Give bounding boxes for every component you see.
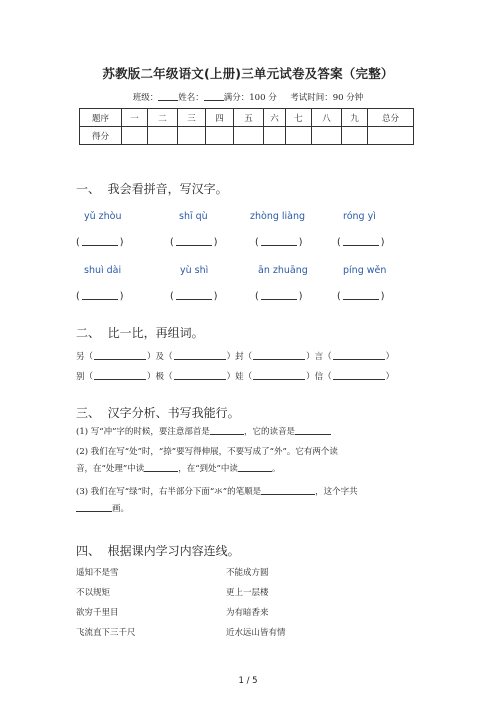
score-cell: 九 bbox=[342, 109, 368, 127]
compare-row: 另（ ）及（ ）封（ ）言（ ） bbox=[76, 352, 395, 362]
answer-blank[interactable] bbox=[94, 371, 146, 380]
section-3-heading: 三、 汉字分析、书写我能行。 bbox=[76, 406, 240, 420]
answer-blank[interactable] bbox=[261, 486, 315, 495]
score-input-cell[interactable] bbox=[148, 127, 178, 145]
question-text: (2) 我们在写“处”时，“捺”要写得伸展，不要写成了“外”。它有两个读 bbox=[76, 447, 338, 457]
page-title: 苏教版二年级语文(上册)三单元试卷及答案（完整） bbox=[102, 66, 394, 81]
answer-blank[interactable] bbox=[174, 351, 226, 360]
answer-blank[interactable] bbox=[76, 503, 112, 512]
score-cell: 四 bbox=[206, 109, 234, 127]
score-cell: 五 bbox=[234, 109, 264, 127]
match-right-item[interactable]: 为有暗香来 bbox=[226, 608, 269, 618]
match-right-item[interactable]: 近水远山皆有情 bbox=[226, 628, 286, 638]
answer-blank[interactable] bbox=[295, 426, 331, 435]
question-text: 画。 bbox=[112, 504, 130, 514]
answer-bracket[interactable]: ( ) bbox=[337, 291, 385, 302]
score-cell: 八 bbox=[312, 109, 342, 127]
score-input-cell[interactable] bbox=[368, 127, 414, 145]
question-text: (1) 写“冲”字的时候，要注意部首是 bbox=[76, 427, 210, 437]
question-text: ，在“到处”中读 bbox=[178, 464, 238, 474]
pinyin-item: yù shì bbox=[180, 265, 209, 276]
match-right-item[interactable]: 更上一层楼 bbox=[226, 588, 269, 598]
score-cell: 七 bbox=[286, 109, 312, 127]
score-input-cell[interactable] bbox=[286, 127, 312, 145]
score-cell: 六 bbox=[264, 109, 286, 127]
score-cell: 三 bbox=[178, 109, 206, 127]
match-left-item[interactable]: 飞流直下三千尺 bbox=[76, 628, 136, 638]
pinyin-item: shī qù bbox=[179, 211, 208, 222]
answer-bracket[interactable]: ( ) bbox=[170, 237, 218, 248]
compare-char: 信 bbox=[314, 372, 324, 382]
answer-blank[interactable] bbox=[94, 351, 146, 360]
match-left-item[interactable]: 遥知不是雪 bbox=[76, 568, 119, 578]
score-input-cell[interactable] bbox=[342, 127, 368, 145]
question-3 bbox=[76, 484, 418, 518]
pinyin-item: píng wěn bbox=[343, 265, 387, 276]
pinyin-item: shuì dài bbox=[84, 265, 122, 276]
score-input-cell[interactable] bbox=[206, 127, 234, 145]
section-4-heading: 四、 根据课内学习内容连线。 bbox=[76, 544, 240, 558]
pinyin-item: ān zhuāng bbox=[258, 265, 308, 276]
match-left-item[interactable]: 不以规矩 bbox=[76, 588, 111, 598]
question-text: ，它的读音是 bbox=[243, 427, 295, 437]
answer-blank[interactable] bbox=[333, 371, 385, 380]
question-1 bbox=[76, 424, 418, 441]
answer-bracket[interactable]: ( ) bbox=[255, 237, 303, 248]
answer-blank[interactable] bbox=[253, 351, 305, 360]
match-right-item[interactable]: 不能成方圆 bbox=[226, 568, 269, 578]
class-label: 班级： bbox=[132, 93, 159, 103]
answer-bracket[interactable]: ( ) bbox=[76, 291, 124, 302]
score-cell: 总分 bbox=[368, 109, 414, 127]
answer-bracket[interactable]: ( ) bbox=[255, 291, 303, 302]
pinyin-item: zhòng liàng bbox=[250, 211, 306, 222]
score-input-cell[interactable] bbox=[178, 127, 206, 145]
compare-char: 及 bbox=[155, 352, 165, 362]
name-blank bbox=[204, 92, 224, 101]
answer-blank[interactable] bbox=[253, 371, 305, 380]
compare-char: 封 bbox=[235, 352, 244, 362]
answer-blank[interactable] bbox=[333, 351, 385, 360]
exam-time: 考试时间：90 分钟 bbox=[290, 93, 364, 103]
score-table-header-row bbox=[80, 109, 414, 127]
section-2-heading: 二、 比一比，再组词。 bbox=[76, 326, 204, 340]
answer-bracket[interactable]: ( ) bbox=[337, 237, 385, 248]
question-text: 音，在“处理”中读 bbox=[76, 464, 145, 474]
question-text: 。 bbox=[271, 464, 281, 474]
exam-info bbox=[0, 91, 496, 103]
score-cell: 二 bbox=[148, 109, 178, 127]
compare-char: 娃 bbox=[235, 372, 244, 382]
pinyin-item: róng yì bbox=[343, 211, 376, 222]
question-text: (3) 我们在写“绿”时，右半部分下面“氺”的笔顺是 bbox=[76, 487, 262, 497]
score-input-cell[interactable] bbox=[312, 127, 342, 145]
pinyin-item: yǔ zhòu bbox=[84, 211, 122, 222]
compare-char: 另 bbox=[76, 352, 85, 362]
compare-char: 极 bbox=[155, 372, 165, 382]
compare-char: 言 bbox=[314, 352, 324, 362]
score-table bbox=[79, 108, 414, 145]
answer-bracket[interactable]: ( ) bbox=[170, 291, 218, 302]
match-left-item[interactable]: 欲穷千里目 bbox=[76, 608, 119, 618]
answer-blank[interactable] bbox=[238, 463, 272, 472]
question-text: ，这个字共 bbox=[315, 487, 358, 497]
section-1-heading: 一、 我会看拼音，写汉字。 bbox=[76, 182, 228, 196]
answer-blank[interactable] bbox=[174, 371, 226, 380]
compare-char: 别 bbox=[76, 372, 85, 382]
score-cell: 题序 bbox=[80, 109, 122, 127]
score-input-cell[interactable] bbox=[122, 127, 148, 145]
score-table-score-row bbox=[80, 127, 414, 145]
answer-bracket[interactable]: ( ) bbox=[76, 237, 124, 248]
score-row-label: 得分 bbox=[80, 127, 122, 145]
score-cell: 一 bbox=[122, 109, 148, 127]
name-label: 姓名： bbox=[178, 93, 204, 103]
question-2 bbox=[76, 444, 418, 478]
answer-blank[interactable] bbox=[144, 463, 178, 472]
answer-blank[interactable] bbox=[210, 426, 244, 435]
compare-row: 别（ ）极（ ）娃（ ）信（ ） bbox=[76, 372, 395, 382]
page-number: 1 / 5 bbox=[238, 676, 258, 686]
score-input-cell[interactable] bbox=[264, 127, 286, 145]
class-blank bbox=[158, 92, 178, 101]
score-input-cell[interactable] bbox=[234, 127, 264, 145]
full-score: 满分：100 分 bbox=[223, 93, 277, 103]
